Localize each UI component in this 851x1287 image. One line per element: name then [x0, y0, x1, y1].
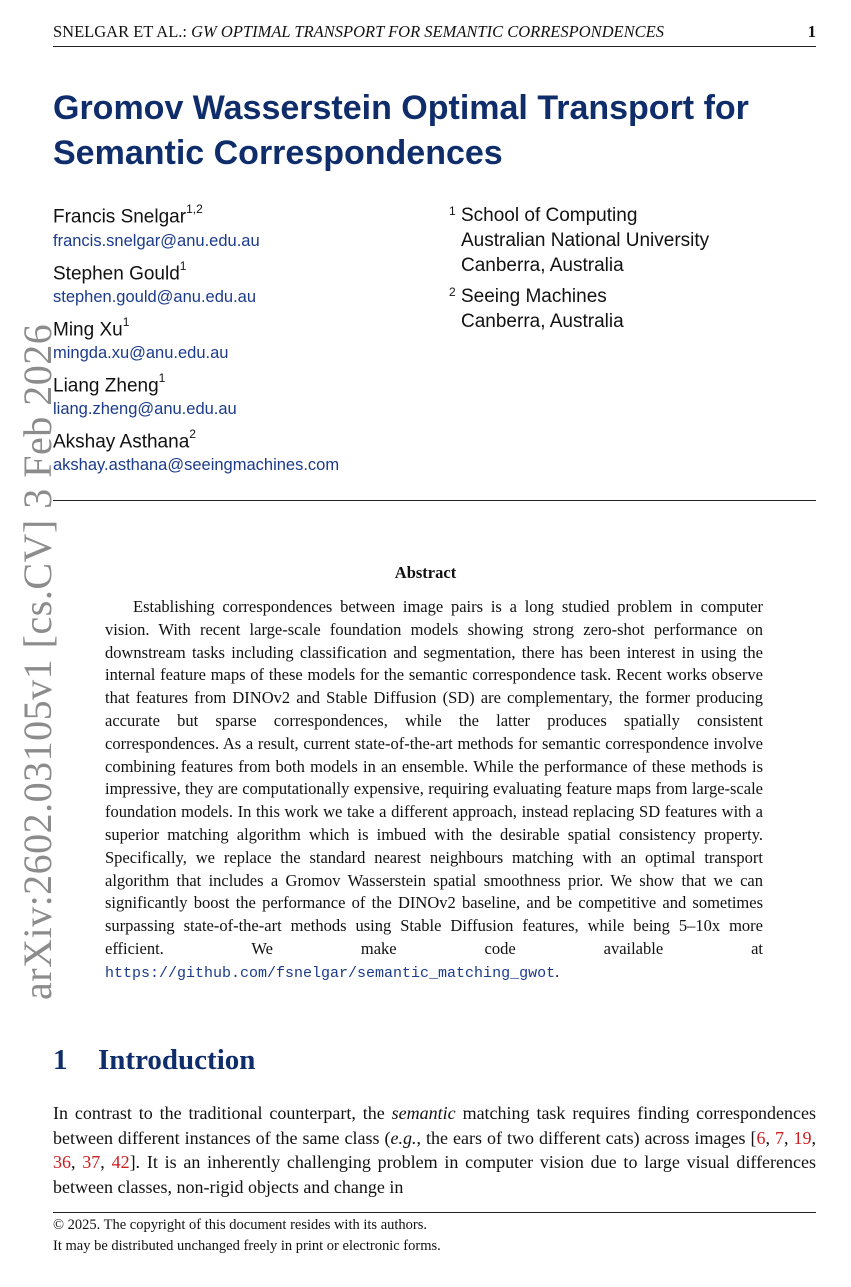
author-email-link[interactable]: stephen.gould@anu.edu.au [53, 288, 257, 306]
affiliation-number: 1 [449, 204, 456, 218]
author-email-link[interactable]: liang.zheng@anu.edu.au [53, 400, 237, 418]
citation-link[interactable]: 19 [793, 1127, 812, 1148]
author-email-link[interactable]: mingda.xu@anu.edu.au [53, 344, 229, 362]
author-name: Akshay Asthana$^2$ [53, 427, 196, 453]
author-email-link[interactable]: francis.snelgar@anu.edu.au [53, 232, 260, 250]
affiliation-line: School of Computing [461, 205, 638, 226]
section-heading: 1 Introduction [53, 1044, 256, 1076]
author-name: Stephen Gould$^1$ [53, 259, 187, 285]
code-url-link[interactable]: https://github.com/fsnelgar/semantic_matching_gwot [105, 964, 556, 982]
abstract-heading: Abstract [394, 563, 457, 582]
author-name: Liang Zheng$^1$ [53, 371, 166, 397]
affiliation-line: Seeing Machines [461, 286, 607, 307]
citation-link[interactable]: 7 [775, 1127, 785, 1148]
copyright-line: © 2025. The copyright of this document resides with its authors. [53, 1217, 428, 1233]
paper-title: Gromov Wasserstein Optimal Transport for Semantic Correspondences [53, 89, 749, 172]
author-name: Ming Xu$^1$ [53, 315, 130, 341]
affiliation-line: Australian National University [461, 230, 710, 251]
affiliation-line: Canberra, Australia [461, 255, 624, 276]
arxiv-stamp: arXiv:2602.03105v1 [cs.CV] 3 Feb 2026 [15, 323, 60, 1000]
author-name: Francis Snelgar$^{1,2}$ [53, 202, 203, 228]
affiliation-number: 2 [449, 285, 456, 299]
running-title: SNELGAR ET AL.: GW OPTIMAL TRANSPORT FOR SEMANTIC CORRESPONDENCES [53, 22, 664, 41]
running-header [53, 22, 816, 47]
citation-link[interactable]: 37 [82, 1152, 101, 1172]
citation-link[interactable]: 6 [756, 1127, 766, 1148]
author-email-link[interactable]: akshay.asthana@seeingmachines.com [53, 456, 340, 474]
title-block-divider [53, 500, 816, 501]
affiliation-line: Canberra, Australia [461, 311, 624, 332]
abstract-body: Establishing correspondences between image pairs is a long studied problem in computer vision. With recent large-scale foundation models showing strong zero-shot performance on downstream tasks including classification and segmentation, there has been interest in using the internal feature maps of these models for the semantic correspondence task. Recent works observe that features from DINOv2 and Stable Diffusion (SD) are complementary, the former producing accurate but sparse correspondences, while the latter produces spatially consistent correspondences. As a result, current state-of-the-art methods for semantic correspondence involve combining features from both models in an ensemble. While the performance of these methods is impressive, they are computationally expensive, requiring evaluating feature maps from large-scale foundation models. In this work we take a different approach, instead replacing SD features with a superior matching algorithm which is imbued with the desirable spatial consistency property. Specifically, we replace the standard nearest neighbours matching with an optimal transport algorithm that includes a Gromov Wasserstein spatial smoothness prior. We show that we can significantly boost the performance of the DINOv2 baseline, and be competitive and sometimes surpassing state-of-the-art methods using Stable Diffusion features, while being 5–10x more efficient. We make code available at https://github.com/fsnelgar/semantic_matching_gwot. [105, 597, 763, 982]
footer-divider [53, 1212, 816, 1213]
citation-link[interactable]: 42 [111, 1152, 130, 1172]
page-number: 1 [807, 22, 816, 41]
distribution-line: It may be distributed unchanged freely in print or electronic forms. [53, 1238, 441, 1254]
introduction-paragraph: In contrast to the traditional counterpart, the semantic matching task requires finding correspondences between different instances of the same class (e.g., the ears of two different cats) across images [6, 7, 19, 36, 37, 42]. It is an inherently challenging problem in computer vision due to large visual differences between classes, non-rigid objects and change in [53, 1103, 817, 1197]
citation-link[interactable]: 36 [53, 1152, 71, 1172]
